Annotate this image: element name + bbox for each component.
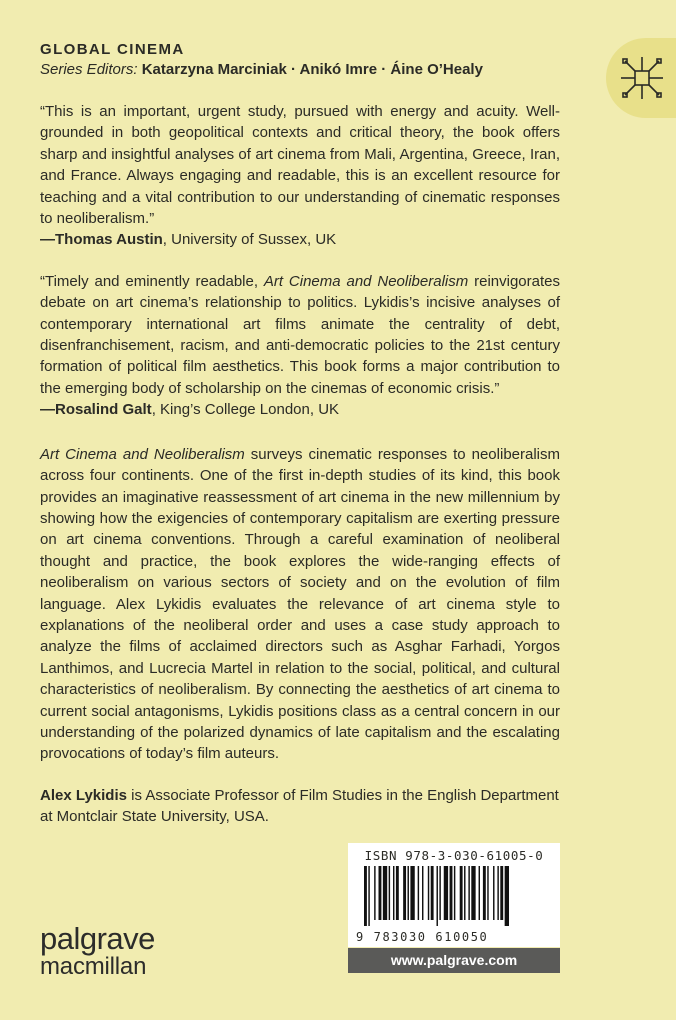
publisher-name-line1: palgrave bbox=[40, 921, 155, 956]
ean-digits: 9 783030 610050 bbox=[356, 930, 489, 944]
endorsement-quote-1: “This is an important, urgent study, pursued with energy and acuity. Well-grounded in both geopolitical contexts and critical theory, the book offers sharp and insightful analyses of art cinema from Mali, Argentina, Greece, Iran, and France. Always engaging and readable, this is an excellent resource for teaching and a vital contribution to our understanding of cinematic responses to neoliberalism.” bbox=[40, 103, 560, 228]
endorsement-quote-2 bbox=[40, 271, 560, 399]
description-text: surveys cinematic responses to neoliberalism across four continents. One of the first in-depth studies of its kind, this book provides an imaginative reassessment of art cinema in the new millennium by showing how the exigencies of contemporary capitalism are exerting pressure on art cinema conventions. Through a careful examination of neoliberal thought and practice, the book explores the wide-ranging effects of neoliberalism on various sectors of society and on the evolution of film language. Alex Lykidis evaluates the relevance of art cinema style to explanations of the neoliberal order and uses a case study approach to analyze the films of acclaimed directors such as Asghar Farhadi, Yorgos Lanthimos, and Lucrecia Martel in relation to the social, political, and cultural characteristics of neoliberalism. By connecting the aesthetics of art cinema to current social antagonisms, Lykidis positions class as a central concern in our understanding of the polarized dynamics of late capitalism and the escalating provocations of today’s film auteurs. bbox=[40, 445, 560, 763]
palgrave-network-icon bbox=[618, 54, 666, 102]
barcode-bar bbox=[454, 866, 455, 920]
barcode-bar bbox=[468, 866, 469, 920]
barcode-bar bbox=[483, 866, 486, 920]
barcode-bar bbox=[479, 866, 480, 920]
book-title: Art Cinema and Neoliberalism bbox=[40, 445, 245, 463]
barcode-bar bbox=[393, 866, 394, 920]
barcode-bar bbox=[422, 866, 423, 920]
barcode-bar bbox=[460, 866, 463, 920]
barcode-bar bbox=[374, 866, 375, 920]
series-editors-label: Series Editors: bbox=[40, 61, 142, 78]
endorsement-quote-2-pre: “Timely and eminently readable, bbox=[40, 272, 264, 290]
barcode-bar bbox=[408, 866, 409, 920]
barcode-bar bbox=[505, 866, 509, 926]
series-title: GLOBAL CINEMA bbox=[40, 41, 185, 58]
barcode-bar bbox=[444, 866, 448, 920]
barcode-bar bbox=[450, 866, 453, 920]
endorser-name-2: —Rosalind Galt bbox=[40, 401, 152, 419]
barcode-bar bbox=[410, 866, 414, 920]
isbn-text: ISBN 978-3-030-61005-0 bbox=[364, 848, 544, 863]
endorsement-attribution-1 bbox=[40, 229, 560, 250]
barcode-bar bbox=[487, 866, 488, 920]
series-editors-names: Katarzyna Marciniak · Anikó Imre · Áine O’Healy bbox=[141, 61, 483, 78]
barcode-bar bbox=[437, 866, 438, 926]
barcode-bar bbox=[418, 866, 419, 920]
back-cover-text bbox=[40, 101, 560, 828]
barcode-bar bbox=[379, 866, 382, 920]
endorsement-quote-2-title: Art Cinema and Neoliberalism bbox=[263, 272, 469, 290]
barcode-bar bbox=[431, 866, 434, 920]
palgrave-logo-badge bbox=[606, 38, 676, 118]
barcode-bar bbox=[403, 866, 406, 920]
endorser-affiliation-1: , University of Sussex, UK bbox=[162, 231, 337, 249]
barcode-bar bbox=[383, 866, 387, 920]
barcode-box bbox=[348, 843, 560, 947]
series-editors bbox=[40, 60, 580, 80]
endorsement-attribution-2 bbox=[40, 399, 560, 420]
endorser-name-1: —Thomas Austin bbox=[40, 231, 163, 249]
barcode-bar bbox=[493, 866, 494, 920]
barcode-bar bbox=[464, 866, 465, 920]
barcode-bar bbox=[500, 866, 503, 920]
publisher-name-line2: macmillan bbox=[40, 953, 147, 980]
publisher-url[interactable]: www.palgrave.com bbox=[348, 948, 560, 973]
author-bio-text: is Associate Professor of Film Studies in the English Department at Montclair State University, USA. bbox=[40, 786, 559, 826]
barcode-bar bbox=[389, 866, 390, 920]
author-name: Alex Lykidis bbox=[40, 786, 127, 804]
barcode-icon bbox=[364, 866, 546, 926]
series-header bbox=[40, 40, 580, 80]
publisher-logo bbox=[40, 921, 155, 980]
book-description bbox=[40, 444, 560, 765]
endorsement-quote-2-post: reinvigorates debate on art cinema’s relationship to politics. Lykidis’s incisive analyses of contemporary international art films animate the centrality of debt, disenfranchisement, racism, and anti-democratic policies to the 21st century formation of political film aesthetics. This book forms a major contribution to the emerging body of scholarship on the cinemas of economic crisis.” bbox=[40, 272, 561, 397]
barcode-bar bbox=[364, 866, 367, 926]
barcode-bar bbox=[471, 866, 475, 920]
barcode-bar bbox=[428, 866, 429, 920]
author-bio bbox=[40, 785, 560, 828]
barcode-bar bbox=[368, 866, 369, 926]
barcode-bar bbox=[396, 866, 399, 920]
barcode-bar bbox=[497, 866, 498, 920]
barcode-bar bbox=[439, 866, 440, 920]
endorser-affiliation-2: , King’s College London, UK bbox=[151, 401, 340, 419]
